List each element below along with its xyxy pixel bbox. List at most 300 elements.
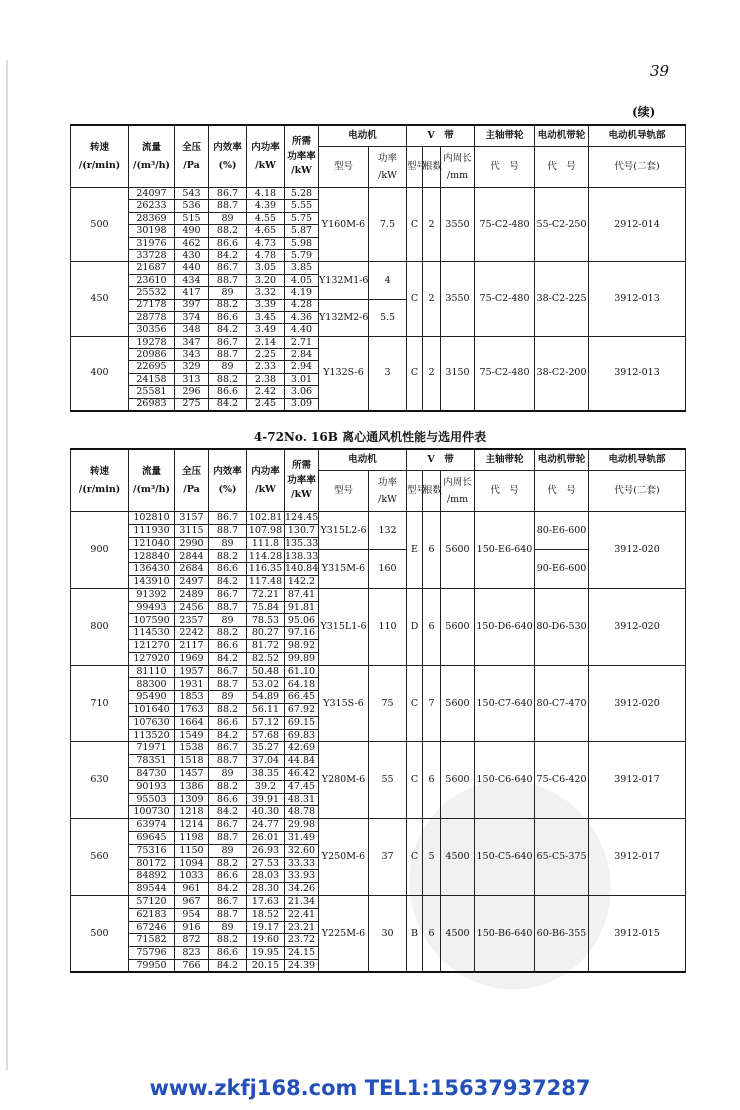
- flow-cell: 20986: [129, 349, 175, 361]
- pressure-cell: 1931: [175, 678, 209, 691]
- pressure-cell: 430: [175, 249, 209, 261]
- efficiency-cell: 89: [209, 844, 247, 857]
- header-speed-unit: /(r/min): [78, 159, 121, 171]
- required-power-cell: 22.41: [285, 908, 319, 921]
- pressure-cell: 1094: [175, 857, 209, 870]
- pressure-cell: 397: [175, 299, 209, 311]
- inner-power-cell: 3.45: [247, 311, 285, 323]
- required-power-cell: 4.40: [285, 324, 319, 336]
- header-model: 型号: [319, 147, 369, 188]
- required-power-cell: 4.05: [285, 274, 319, 286]
- spindle-pulley-cell: 75-C2-480: [475, 188, 535, 262]
- header-code-rail: 代号(二套): [589, 147, 686, 188]
- header-efficiency-unit: (%): [218, 159, 237, 171]
- inner-power-cell: 82.52: [247, 652, 285, 665]
- pressure-cell: 823: [175, 947, 209, 960]
- belt-count-cell: 6: [423, 512, 441, 589]
- efficiency-cell: 86.7: [209, 819, 247, 832]
- required-power-cell: 23.72: [285, 934, 319, 947]
- flow-cell: 84730: [129, 767, 175, 780]
- efficiency-cell: 86.6: [209, 311, 247, 323]
- flow-cell: 25581: [129, 386, 175, 398]
- header-perimeter-label: 内周长: [443, 476, 472, 488]
- flow-cell: 31976: [129, 237, 175, 249]
- belt-count-cell: 7: [423, 665, 441, 742]
- inner-power-cell: 4.55: [247, 212, 285, 224]
- flow-cell: 24158: [129, 373, 175, 385]
- inner-power-cell: 40.30: [247, 806, 285, 819]
- header-pressure-label: 全压: [181, 142, 201, 153]
- speed-cell: 500: [71, 895, 129, 972]
- efficiency-cell: 89: [209, 361, 247, 373]
- motor-model-cell: Y225M-6: [319, 895, 369, 972]
- header-required-line: 所需: [291, 460, 311, 472]
- header-code-spindle: 代 号: [475, 147, 535, 188]
- inner-power-cell: 19.95: [247, 947, 285, 960]
- required-power-cell: 44.84: [285, 755, 319, 768]
- inner-power-cell: 4.73: [247, 237, 285, 249]
- inner-power-cell: 72.21: [247, 588, 285, 601]
- inner-power-cell: 107.98: [247, 524, 285, 537]
- required-power-cell: 48.78: [285, 806, 319, 819]
- pressure-cell: 916: [175, 921, 209, 934]
- pressure-cell: 1969: [175, 652, 209, 665]
- motor-rail-cell: 3912-013: [589, 336, 686, 410]
- efficiency-cell: 89: [209, 537, 247, 550]
- required-power-cell: 5.79: [285, 249, 319, 261]
- header-speed: [71, 449, 129, 512]
- flow-cell: 90193: [129, 780, 175, 793]
- pressure-cell: 1538: [175, 742, 209, 755]
- header-pressure-unit: /Pa: [183, 483, 200, 495]
- required-power-cell: 67.92: [285, 703, 319, 716]
- pressure-cell: 3115: [175, 524, 209, 537]
- header-vbelt: V 带: [407, 125, 475, 147]
- flow-cell: 21687: [129, 262, 175, 274]
- efficiency-cell: 86.7: [209, 262, 247, 274]
- inner-power-cell: 2.33: [247, 361, 285, 373]
- efficiency-cell: 84.2: [209, 883, 247, 896]
- pressure-cell: 2117: [175, 639, 209, 652]
- flow-cell: 89544: [129, 883, 175, 896]
- header-power-label: 功率: [378, 476, 398, 488]
- belt-perimeter-cell: 4500: [441, 819, 475, 896]
- pressure-cell: 296: [175, 386, 209, 398]
- pressure-cell: 1518: [175, 755, 209, 768]
- header-pressure: [175, 125, 209, 188]
- motor-power-cell: 55: [369, 742, 407, 819]
- pressure-cell: 1457: [175, 767, 209, 780]
- pressure-cell: 1198: [175, 831, 209, 844]
- efficiency-cell: 88.7: [209, 601, 247, 614]
- inner-power-cell: 2.45: [247, 398, 285, 410]
- inner-power-cell: 117.48: [247, 575, 285, 588]
- speed-cell: 500: [71, 188, 129, 262]
- flow-cell: 100730: [129, 806, 175, 819]
- inner-power-cell: 53.02: [247, 678, 285, 691]
- flow-cell: 26233: [129, 200, 175, 212]
- required-power-cell: 99.89: [285, 652, 319, 665]
- pressure-cell: 2456: [175, 601, 209, 614]
- inner-power-cell: 38.35: [247, 767, 285, 780]
- efficiency-cell: 88.2: [209, 299, 247, 311]
- motor-power-cell: 5.5: [369, 299, 407, 336]
- flow-cell: 63974: [129, 819, 175, 832]
- pressure-cell: 1309: [175, 793, 209, 806]
- efficiency-cell: 86.6: [209, 947, 247, 960]
- flow-cell: 25532: [129, 287, 175, 299]
- header-flow-unit: /(m³/h): [132, 483, 171, 495]
- efficiency-cell: 88.7: [209, 678, 247, 691]
- header-flow: [129, 449, 175, 512]
- belt-type-cell: C: [407, 336, 423, 410]
- flow-cell: 91392: [129, 588, 175, 601]
- flow-cell: 121270: [129, 639, 175, 652]
- required-power-cell: 3.06: [285, 386, 319, 398]
- required-power-cell: 5.55: [285, 200, 319, 212]
- inner-power-cell: 28.03: [247, 870, 285, 883]
- speed-cell: 800: [71, 588, 129, 665]
- spindle-pulley-cell: 150-D6-640: [475, 588, 535, 665]
- inner-power-cell: 26.93: [247, 844, 285, 857]
- header-inner-power-unit: /kW: [255, 483, 276, 495]
- pressure-cell: 2497: [175, 575, 209, 588]
- header-speed-unit: /(r/min): [78, 483, 121, 495]
- motor-power-cell: 75: [369, 665, 407, 742]
- required-power-cell: 31.49: [285, 831, 319, 844]
- motor-rail-cell: 2912-014: [589, 188, 686, 262]
- inner-power-cell: 3.39: [247, 299, 285, 311]
- header-power-label: 功率: [378, 152, 398, 164]
- motor-power-cell: 160: [369, 550, 407, 588]
- inner-power-cell: 18.52: [247, 908, 285, 921]
- motor-pulley-cell: 60-B6-355: [535, 895, 589, 972]
- header-required-line: 功率率: [287, 150, 316, 162]
- inner-power-cell: 4.18: [247, 188, 285, 200]
- flow-cell: 57120: [129, 895, 175, 908]
- speed-cell: 450: [71, 262, 129, 336]
- pressure-cell: 1150: [175, 844, 209, 857]
- efficiency-cell: 84.2: [209, 806, 247, 819]
- motor-pulley-cell: 55-C2-250: [535, 188, 589, 262]
- spindle-pulley-cell: 75-C2-480: [475, 262, 535, 336]
- efficiency-cell: 86.7: [209, 512, 247, 525]
- required-power-cell: 42.69: [285, 742, 319, 755]
- spindle-pulley-cell: 150-C6-640: [475, 742, 535, 819]
- belt-perimeter-cell: 3550: [441, 188, 475, 262]
- belt-type-cell: C: [407, 819, 423, 896]
- speed-cell: 900: [71, 512, 129, 589]
- pressure-cell: 954: [175, 908, 209, 921]
- header-perimeter: [441, 471, 475, 512]
- header-required-line: 功率率: [287, 474, 316, 486]
- motor-model-cell: Y132M2-6: [319, 299, 369, 336]
- header-motor-rail: 电动机导轨部: [589, 125, 686, 147]
- page-number: 39: [650, 62, 670, 80]
- header-inner-power: [247, 125, 285, 188]
- efficiency-cell: 89: [209, 767, 247, 780]
- pressure-cell: 515: [175, 212, 209, 224]
- flow-cell: 88300: [129, 678, 175, 691]
- header-belt-type: 型号: [407, 147, 423, 188]
- belt-perimeter-cell: 5600: [441, 665, 475, 742]
- flow-cell: 80172: [129, 857, 175, 870]
- flow-cell: 27178: [129, 299, 175, 311]
- efficiency-cell: 84.2: [209, 249, 247, 261]
- pressure-cell: 434: [175, 274, 209, 286]
- header-perimeter-label: 内周长: [443, 152, 472, 164]
- pressure-cell: 2990: [175, 537, 209, 550]
- header-pressure-unit: /Pa: [183, 159, 200, 171]
- header-speed-label: 转速: [89, 142, 109, 153]
- header-vbelt: V 带: [407, 449, 475, 471]
- efficiency-cell: 86.6: [209, 639, 247, 652]
- motor-model-cell: Y315L2-6: [319, 512, 369, 550]
- flow-cell: 78351: [129, 755, 175, 768]
- header-efficiency-label: 内效率: [213, 142, 242, 153]
- efficiency-cell: 89: [209, 614, 247, 627]
- belt-count-cell: 2: [423, 188, 441, 262]
- motor-rail-cell: 3912-020: [589, 588, 686, 665]
- header-belt-type: 型号: [407, 471, 423, 512]
- header-spindle-pulley: 主轴带轮: [475, 449, 535, 471]
- efficiency-cell: 88.7: [209, 200, 247, 212]
- efficiency-cell: 89: [209, 212, 247, 224]
- inner-power-cell: 3.49: [247, 324, 285, 336]
- required-power-cell: 91.81: [285, 601, 319, 614]
- flow-cell: 99493: [129, 601, 175, 614]
- pressure-cell: 440: [175, 262, 209, 274]
- pressure-cell: 2242: [175, 627, 209, 640]
- inner-power-cell: 116.35: [247, 563, 285, 576]
- efficiency-cell: 89: [209, 287, 247, 299]
- motor-power-cell: 7.5: [369, 188, 407, 262]
- required-power-cell: 69.15: [285, 716, 319, 729]
- required-power-cell: 4.19: [285, 287, 319, 299]
- spindle-pulley-cell: 75-C2-480: [475, 336, 535, 410]
- table-row: [71, 188, 686, 200]
- inner-power-cell: 57.12: [247, 716, 285, 729]
- belt-type-cell: C: [407, 742, 423, 819]
- inner-power-cell: 80.27: [247, 627, 285, 640]
- table-row: [71, 819, 686, 832]
- flow-cell: 127920: [129, 652, 175, 665]
- efficiency-cell: 88.2: [209, 627, 247, 640]
- required-power-cell: 47.45: [285, 780, 319, 793]
- motor-pulley-cell: 38-C2-225: [535, 262, 589, 336]
- efficiency-cell: 86.7: [209, 665, 247, 678]
- pressure-cell: 961: [175, 883, 209, 896]
- header-flow: [129, 125, 175, 188]
- required-power-cell: 3.01: [285, 373, 319, 385]
- speed-cell: 560: [71, 819, 129, 896]
- flow-cell: 95503: [129, 793, 175, 806]
- pressure-cell: 1214: [175, 819, 209, 832]
- motor-rail-cell: 3912-015: [589, 895, 686, 972]
- efficiency-cell: 88.2: [209, 373, 247, 385]
- efficiency-cell: 88.7: [209, 908, 247, 921]
- table-row: [71, 336, 686, 348]
- motor-rail-cell: 3912-020: [589, 665, 686, 742]
- inner-power-cell: 19.60: [247, 934, 285, 947]
- belt-perimeter-cell: 4500: [441, 895, 475, 972]
- efficiency-cell: 86.6: [209, 563, 247, 576]
- flow-cell: 101640: [129, 703, 175, 716]
- motor-rail-cell: 3912-020: [589, 512, 686, 589]
- header-efficiency: [209, 125, 247, 188]
- efficiency-cell: 86.6: [209, 386, 247, 398]
- required-power-cell: 138.33: [285, 550, 319, 562]
- efficiency-cell: 86.6: [209, 716, 247, 729]
- motor-model-cell: Y132S-6: [319, 336, 369, 410]
- header-flow-unit: /(m³/h): [132, 159, 171, 171]
- inner-power-cell: 28.30: [247, 883, 285, 896]
- efficiency-cell: 88.7: [209, 349, 247, 361]
- motor-pulley-cell: 75-C6-420: [535, 742, 589, 819]
- inner-power-cell: 39.91: [247, 793, 285, 806]
- header-inner-power-unit: /kW: [255, 159, 276, 171]
- pressure-cell: 1853: [175, 691, 209, 704]
- table-row: [71, 512, 686, 525]
- belt-type-cell: C: [407, 188, 423, 262]
- motor-rail-cell: 3912-017: [589, 819, 686, 896]
- header-motor-pulley: 电动机带轮: [535, 449, 589, 471]
- inner-power-cell: 4.39: [247, 200, 285, 212]
- flow-cell: 69645: [129, 831, 175, 844]
- motor-pulley-cell: 80-C7-470: [535, 665, 589, 742]
- required-power-cell: 4.36: [285, 311, 319, 323]
- efficiency-cell: 88.2: [209, 225, 247, 237]
- pressure-cell: 872: [175, 934, 209, 947]
- flow-cell: 111930: [129, 524, 175, 537]
- efficiency-cell: 88.7: [209, 524, 247, 537]
- motor-power-cell: 110: [369, 588, 407, 665]
- header-speed: [71, 125, 129, 188]
- flow-cell: 95490: [129, 691, 175, 704]
- inner-power-cell: 3.20: [247, 274, 285, 286]
- inner-power-cell: 24.77: [247, 819, 285, 832]
- belt-perimeter-cell: 5600: [441, 512, 475, 589]
- flow-cell: 33728: [129, 249, 175, 261]
- flow-cell: 71971: [129, 742, 175, 755]
- required-power-cell: 24.39: [285, 959, 319, 972]
- required-power-cell: 140.84: [285, 563, 319, 575]
- belt-type-cell: D: [407, 588, 423, 665]
- flow-cell: 75796: [129, 947, 175, 960]
- scan-edge: [6, 60, 8, 1070]
- motor-pulley-cell: 65-C5-375: [535, 819, 589, 896]
- inner-power-cell: 114.28: [247, 550, 285, 563]
- inner-power-cell: 54.89: [247, 691, 285, 704]
- motor-model-cell: Y315M-6: [319, 550, 369, 588]
- inner-power-cell: 2.25: [247, 349, 285, 361]
- table-row: [71, 588, 686, 601]
- efficiency-cell: 89: [209, 921, 247, 934]
- speed-cell: 400: [71, 336, 129, 410]
- speed-cell: 710: [71, 665, 129, 742]
- header-code-motor: 代 号: [535, 147, 589, 188]
- header-required-line: /kW: [291, 165, 312, 177]
- inner-power-cell: 26.01: [247, 831, 285, 844]
- header-code-spindle: 代 号: [475, 471, 535, 512]
- efficiency-cell: 86.6: [209, 870, 247, 883]
- header-motor-pulley: 电动机带轮: [535, 125, 589, 147]
- header-power-unit: /kW: [378, 494, 397, 505]
- pressure-cell: 1549: [175, 729, 209, 742]
- header-inner-power: [247, 449, 285, 512]
- required-power-cell: 69.83: [285, 729, 319, 742]
- table-row: [71, 895, 686, 908]
- pressure-cell: 343: [175, 349, 209, 361]
- efficiency-cell: 84.2: [209, 729, 247, 742]
- required-power-cell: 3.09: [285, 398, 319, 410]
- belt-count-cell: 2: [423, 262, 441, 336]
- required-power-cell: 23.21: [285, 921, 319, 934]
- efficiency-cell: 86.7: [209, 742, 247, 755]
- required-power-cell: 5.98: [285, 237, 319, 249]
- header-required-power: [285, 125, 319, 188]
- belt-count-cell: 6: [423, 588, 441, 665]
- inner-power-cell: 2.38: [247, 373, 285, 385]
- performance-table-2: [70, 448, 686, 973]
- belt-count-cell: 2: [423, 336, 441, 410]
- motor-pulley-cell: 90-E6-600: [535, 550, 589, 588]
- table-row: [71, 262, 686, 274]
- required-power-cell: 87.41: [285, 588, 319, 601]
- efficiency-cell: 86.7: [209, 895, 247, 908]
- belt-perimeter-cell: 5600: [441, 742, 475, 819]
- pressure-cell: 374: [175, 311, 209, 323]
- belt-count-cell: 5: [423, 819, 441, 896]
- header-flow-label: 流量: [141, 142, 161, 153]
- flow-cell: 102810: [129, 512, 175, 525]
- inner-power-cell: 3.32: [247, 287, 285, 299]
- header-motor: 电动机: [319, 125, 407, 147]
- flow-cell: 22695: [129, 361, 175, 373]
- belt-count-cell: 6: [423, 895, 441, 972]
- inner-power-cell: 2.14: [247, 336, 285, 348]
- required-power-cell: 48.31: [285, 793, 319, 806]
- table-row: [71, 665, 686, 678]
- spindle-pulley-cell: 150-C5-640: [475, 819, 535, 896]
- efficiency-cell: 88.7: [209, 274, 247, 286]
- efficiency-cell: 88.7: [209, 755, 247, 768]
- motor-model-cell: Y250M-6: [319, 819, 369, 896]
- inner-power-cell: 111.8: [247, 537, 285, 550]
- pressure-cell: 2844: [175, 550, 209, 563]
- flow-cell: 143910: [129, 575, 175, 588]
- motor-power-cell: 132: [369, 512, 407, 550]
- required-power-cell: 4.28: [285, 299, 319, 311]
- header-power: [369, 147, 407, 188]
- efficiency-cell: 84.2: [209, 324, 247, 336]
- required-power-cell: 34.26: [285, 883, 319, 896]
- required-power-cell: 124.45: [285, 512, 319, 524]
- required-power-cell: 64.18: [285, 678, 319, 691]
- efficiency-cell: 88.2: [209, 934, 247, 947]
- pressure-cell: 417: [175, 287, 209, 299]
- pressure-cell: 2489: [175, 588, 209, 601]
- required-power-cell: 130.7: [285, 524, 319, 537]
- flow-cell: 114530: [129, 627, 175, 640]
- motor-model-cell: Y160M-6: [319, 188, 369, 262]
- required-power-cell: 61.10: [285, 665, 319, 678]
- flow-cell: 136430: [129, 563, 175, 576]
- motor-rail-cell: 3912-013: [589, 262, 686, 336]
- efficiency-cell: 84.2: [209, 959, 247, 972]
- belt-perimeter-cell: 5600: [441, 588, 475, 665]
- required-power-cell: 98.92: [285, 639, 319, 652]
